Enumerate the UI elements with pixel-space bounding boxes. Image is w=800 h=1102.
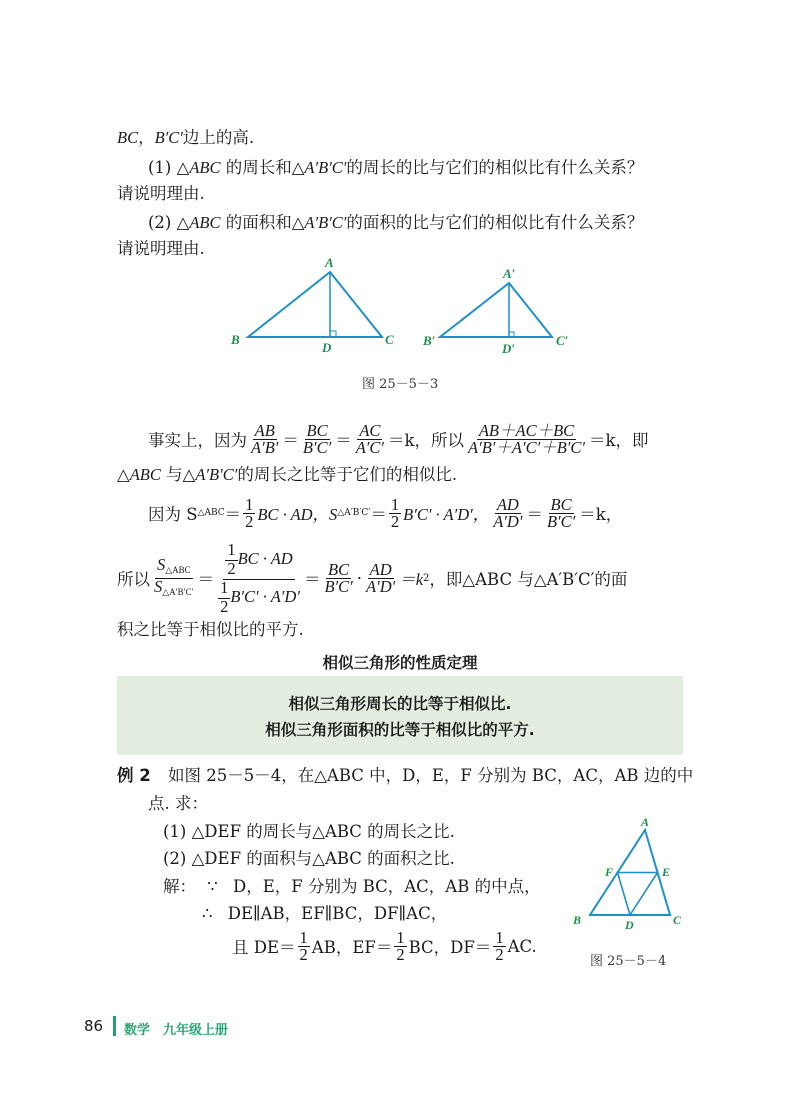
frac-num: BC	[306, 420, 328, 440]
question-1-line2: 请说明理由.	[117, 184, 205, 203]
frac-num: BC	[550, 494, 572, 514]
frac-num: 1	[396, 927, 405, 947]
s-letter: S	[154, 576, 163, 596]
perimeter-conclusion: 的周长之比等于它们的相似比.	[237, 465, 458, 484]
frac-den: B′C′	[302, 437, 332, 457]
label-c-prime: C′	[556, 333, 569, 348]
footer-divider	[113, 1016, 116, 1036]
label-b: B	[573, 913, 582, 927]
equals-k-squared: ＝k	[399, 570, 424, 589]
frac-num: AD	[369, 559, 392, 579]
equals-sign: ＝	[526, 505, 543, 524]
label-a-prime: A′	[503, 266, 516, 281]
b-prime-c-prime-a-prime-d-prime: B′C′ · A′D′	[230, 587, 300, 606]
question-2	[148, 213, 643, 233]
q2-abc: ABC	[189, 213, 221, 232]
example-line-2: 点. 求：	[148, 794, 208, 813]
sub-abc: △ABC	[165, 564, 191, 575]
sub-abc: △ABC	[197, 508, 225, 518]
segment-b-c-prime: B′C′	[154, 128, 183, 147]
q2-mid: 的面积和△	[220, 213, 305, 232]
frac-num: 1	[299, 927, 308, 947]
frac-den: 2	[245, 511, 254, 531]
comma: ，	[138, 128, 155, 147]
theorem-line-1: 相似三角形周长的比等于相似比.	[288, 695, 512, 713]
equals-sign: ＝	[370, 505, 387, 524]
frac-den: 2	[390, 511, 400, 531]
triangle-prime-outline	[440, 283, 552, 337]
frac-num: 1	[495, 927, 504, 947]
equals-sign: ＝	[303, 570, 321, 589]
equals-sign: ＝	[197, 570, 215, 589]
label-b-prime: B′	[423, 333, 436, 348]
parallel-text: DE∥AB，EF∥BC，DF∥AC，	[227, 904, 448, 923]
frac-den: B′C′	[324, 576, 353, 596]
label-c: C	[673, 913, 682, 927]
q1-prefix: (1) △	[148, 158, 190, 177]
de-equals: 且 DE＝	[232, 938, 296, 957]
theorem-line-2: 相似三角形面积的比等于相似比的平方.	[265, 721, 535, 739]
question-1	[148, 158, 643, 178]
equals-k-namely: ＝k，即	[589, 431, 649, 450]
label-c: C	[385, 332, 394, 347]
triangle-def-outline	[618, 873, 658, 916]
q2-prefix: (2) △	[148, 213, 190, 232]
segment-bc: BC	[117, 128, 139, 147]
multiply-dot: ·	[356, 568, 362, 588]
fraction-area-ratio	[152, 554, 196, 600]
equals-k-so: ＝k，所以	[388, 431, 465, 450]
frac-num: 1	[227, 539, 236, 559]
fraction-ad-over-a-prime-d-prime	[491, 494, 524, 531]
solution-line-1	[163, 877, 541, 897]
label-f: F	[605, 865, 614, 879]
label-a: A	[325, 255, 334, 270]
sub-abc-prime: △A′B′C′	[162, 586, 194, 597]
fraction-bc-over-b-prime-c-prime	[545, 494, 577, 531]
theorem-box	[117, 676, 683, 755]
equals-k: ＝k，	[579, 505, 623, 524]
figure-caption-25-5-4: 图 25－5－4	[590, 954, 667, 969]
figure-25-5-4	[565, 812, 690, 937]
label-d-prime: D′	[502, 341, 516, 356]
solution-line-3	[232, 926, 537, 966]
label-d: D	[322, 340, 332, 355]
solution-line-2	[202, 904, 447, 924]
frac-den: 2	[227, 558, 236, 578]
fraction-one-half	[243, 494, 255, 531]
exponent-2: 2	[423, 572, 430, 584]
therefore-symbol: ∴	[202, 904, 213, 923]
frac-den: A′C′	[355, 437, 385, 457]
frac-num: AB＋AC＋BC	[478, 420, 575, 440]
equals-sign: ＝	[282, 431, 299, 450]
fraction-one-half	[389, 494, 401, 531]
frac-den: 2	[299, 944, 308, 964]
equals-sign: ＝	[224, 505, 242, 524]
label-b: B	[231, 332, 240, 347]
abc: ABC	[129, 465, 161, 484]
because-s: 因为 S	[148, 505, 198, 524]
therefore-text: 所以	[117, 570, 150, 589]
b-prime-c-prime-a-prime-d-prime: B′C′ · A′D′，	[403, 505, 490, 524]
q2-tail: 的面积的比与它们的相似比有什么关系？	[346, 213, 644, 232]
proof-line-1	[148, 418, 649, 460]
intro-tail-text: 边上的高.	[182, 128, 255, 147]
frac-den: A′D′	[366, 576, 396, 596]
figure-25-5-3	[220, 255, 580, 365]
q2-abc-prime: A′B′C′	[304, 213, 347, 232]
q1-abc-prime: A′B′C′	[304, 158, 347, 177]
frac-den: 2	[220, 596, 229, 616]
frac-den: A′B′＋A′C′＋B′C′	[468, 437, 585, 457]
ab-ef-equals: AB，EF＝	[311, 938, 393, 957]
proof-area-ratio-line	[117, 540, 627, 616]
frac-den: 2	[396, 944, 405, 964]
equals-sign: ＝	[335, 431, 352, 450]
triangle-symbol: △	[117, 465, 130, 484]
and-triangle: 与△	[160, 465, 196, 484]
page-number: 86	[84, 1017, 104, 1035]
frac-num: AC	[359, 420, 381, 440]
midpoints-text: D，E，F 分别为 BC，AC，AB 的中点，	[233, 877, 541, 896]
frac-den: B′C′	[546, 511, 576, 531]
fraction-bc-over-b-prime-c-prime	[301, 420, 333, 457]
frac-num: 1	[390, 494, 400, 514]
bc-df-equals: BC，DF＝	[408, 938, 492, 957]
solution-label: 解：	[163, 877, 196, 896]
figure-caption-25-5-3: 图 25－5－3	[362, 377, 439, 392]
fraction-one-half	[298, 927, 310, 964]
fraction-bc-over-b-prime-c-prime	[322, 559, 354, 596]
intro-tail	[117, 128, 254, 148]
book-title: 数学 九年级上册	[124, 1023, 229, 1038]
fraction-ad-over-a-prime-d-prime	[364, 559, 397, 596]
proof-intro: 事实上，因为	[148, 431, 247, 450]
triangle-a-prime-b-prime-c-prime	[422, 266, 569, 356]
frac-den: A′D′	[493, 511, 523, 531]
frac-num: 1	[220, 577, 229, 597]
frac-den: A′B′	[251, 437, 279, 457]
fraction-compound	[216, 539, 302, 616]
label-e: E	[662, 865, 671, 879]
proof-line-2	[117, 465, 457, 485]
frac-num: AB	[254, 420, 275, 440]
q1-tail: 的周长的比与它们的相似比有什么关系？	[346, 158, 644, 177]
label-a: A	[641, 815, 650, 829]
s-letter: S	[156, 554, 166, 574]
frac-num: BC	[328, 559, 350, 579]
fraction-one-half	[394, 927, 406, 964]
frac-num: 1	[245, 494, 254, 514]
fraction-ac-over-a-prime-c-prime	[354, 420, 386, 457]
example-question-2: (2) △DEF 的面积与△ABC 的面积之比.	[163, 849, 455, 868]
area-conclusion-start: ，即△ABC 与△A′B′C′的面	[429, 570, 628, 589]
theorem-title: 相似三角形的性质定理	[322, 654, 478, 672]
sub-abc-prime: △A′B′C′	[337, 508, 371, 518]
q1-mid: 的周长和△	[220, 158, 305, 177]
example-label: 例 2	[117, 766, 151, 785]
because-symbol: ∵	[207, 877, 218, 896]
label-d: D	[625, 918, 634, 932]
q1-abc: ABC	[189, 158, 221, 177]
bc-ad-area: BC · AD，S	[257, 505, 338, 524]
proof-line-final: 积之比等于相似比的平方.	[117, 620, 304, 639]
frac-den: 2	[495, 944, 504, 964]
example-question-1: (1) △DEF 的周长与△ABC 的周长之比.	[163, 822, 455, 841]
example-line-1: 如图 25－5－4，在△ABC 中，D，E，F 分别为 BC，AC，AB 边的中	[168, 766, 694, 785]
fraction-perimeter-ratio	[466, 420, 587, 457]
fraction-ab-over-a-prime-b-prime	[249, 420, 280, 457]
frac-num: AD	[496, 494, 519, 514]
triangle-abc-outline	[248, 272, 382, 337]
abc-prime: A′B′C′	[195, 465, 238, 484]
fraction-one-half	[493, 927, 505, 964]
bc-ad: BC · AD	[237, 549, 293, 568]
question-2-line2: 请说明理由.	[117, 239, 205, 258]
ac-end: AC.	[507, 936, 537, 956]
triangle-abc	[230, 255, 394, 355]
proof-area-line	[148, 493, 622, 533]
